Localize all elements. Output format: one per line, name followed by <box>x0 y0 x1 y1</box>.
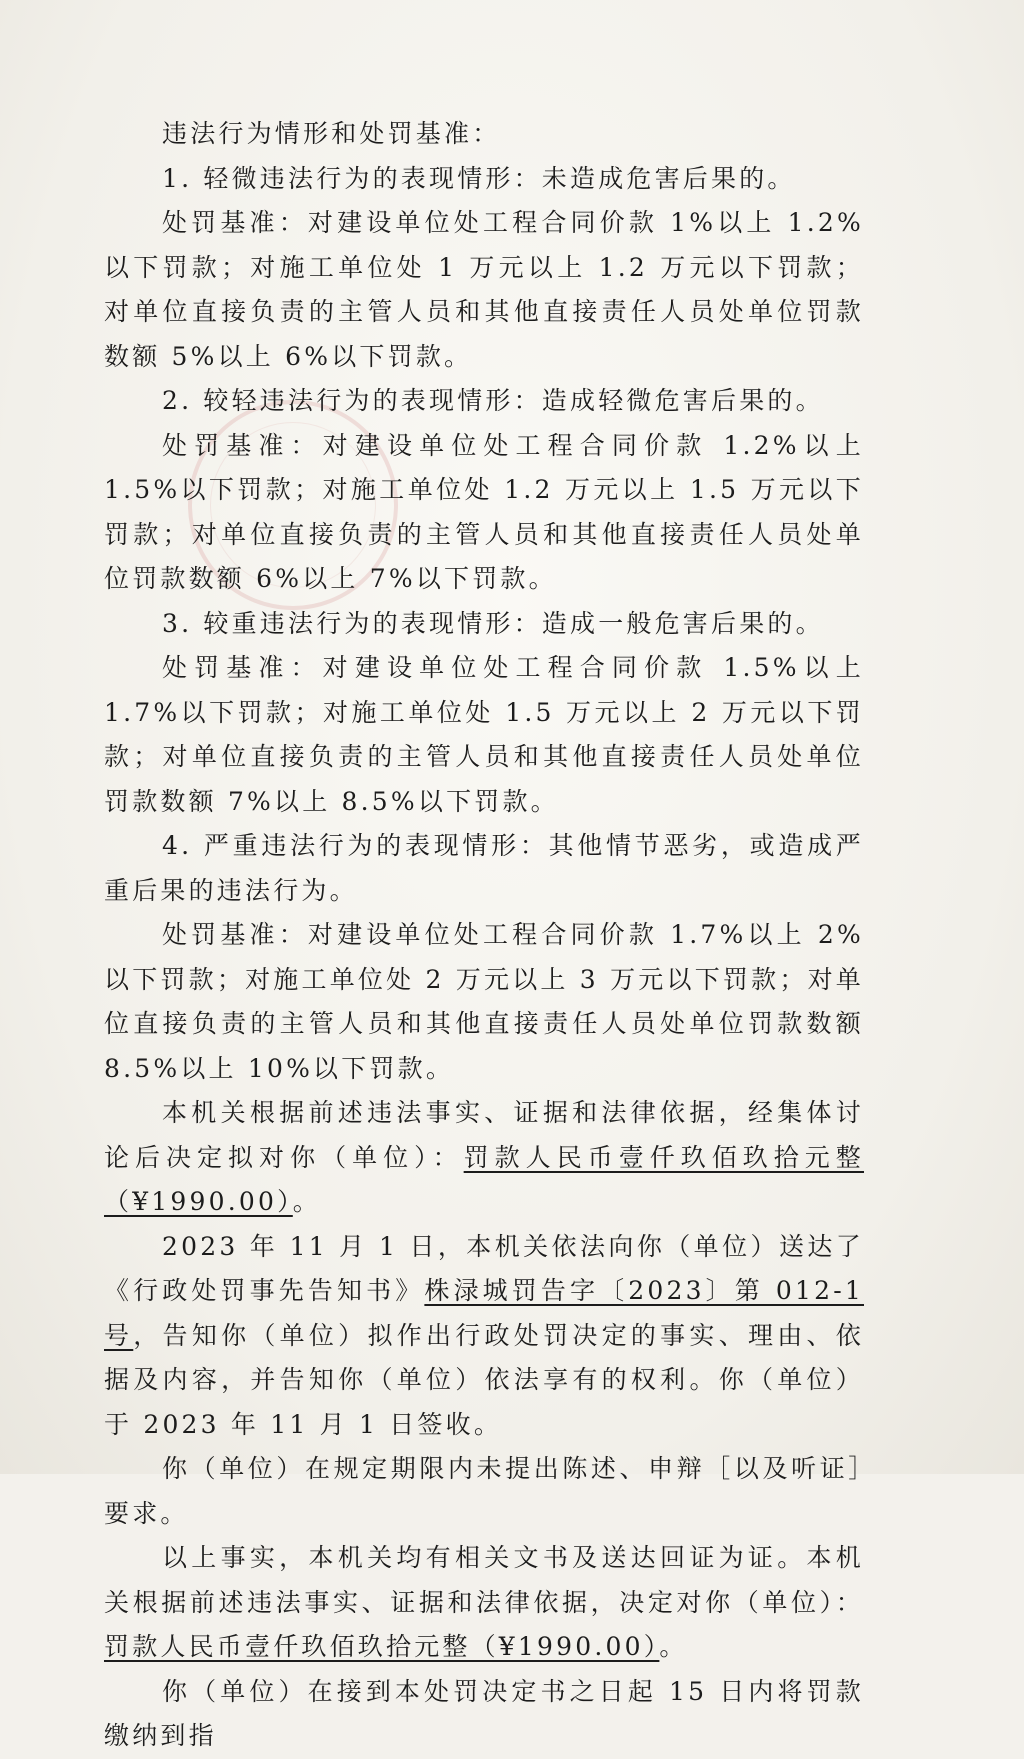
light-violation-case: 2. 较轻违法行为的表现情形：造成轻微危害后果的。 <box>162 386 824 415</box>
proposed-penalty-amount: 罚款人民币壹仟玖佰玖拾元整（¥1990.00） <box>104 1142 864 1216</box>
no-statement-paragraph: 你（单位）在规定期限内未提出陈述、申辩［以及听证］要求。 <box>104 1454 864 1528</box>
minor-violation-case: 1. 轻微违法行为的表现情形：未造成危害后果的。 <box>162 163 796 193</box>
final-decision-paragraph <box>104 1536 864 1670</box>
severe-violation-case: 4. 严重违法行为的表现情形：其他情节恶劣，或造成严重后果的违法行为。 <box>104 831 864 905</box>
prior-notice-rest: ，告知你（单位）拟作出行政处罚决定的事实、理由、依据及内容，并告知你（单位）依法享有的权利。你（单位）于 2023 年 11 月 1 日签收。 <box>104 1320 864 1439</box>
proposed-decision-text: 本机关根据前述违法事实、证据和法律依据，经集体讨论后决定拟对你（单位）： <box>104 1098 864 1172</box>
final-penalty-amount: 罚款人民币壹仟玖佰玖拾元整（¥1990.00） <box>104 1632 660 1661</box>
serious-violation-case: 3. 较重违法行为的表现情形：造成一般危害后果的。 <box>162 608 824 638</box>
payment-paragraph: 你（单位）在接到本处罚决定书之日起 15 日内将罚款缴纳到指 <box>104 1676 864 1750</box>
final-decision-text: 以上事实，本机关均有相关文书及送达回证为证。本机关根据前述违法事实、证据和法律依据，决定对你（单位）： <box>104 1543 864 1617</box>
minor-violation-penalty: 处罚基准：对建设单位处工程合同价款 1%以上 1.2%以下罚款；对施工单位处 1 万元以上 1.2 万元以下罚款；对单位直接负责的主管人员和其他直接责任人员处单位罚款数额 5%以上 6%以下罚款。 <box>104 208 864 371</box>
final-decision-end: 。 <box>659 1632 688 1661</box>
proposed-decision-end: 。 <box>292 1187 321 1216</box>
serious-violation-penalty: 处罚基准：对建设单位处工程合同价款 1.5%以上 1.7%以下罚款；对施工单位处 1.5 万元以上 2 万元以下罚款；对单位直接负责的主管人员和其他直接责任人员处单位罚款数额 7%以上 8.5%以下罚款。 <box>104 653 864 816</box>
light-violation-penalty: 处罚基准：对建设单位处工程合同价款 1.2%以上 1.5%以下罚款；对施工单位处 1.2 万元以上 1.5 万元以下罚款；对单位直接负责的主管人员和其他直接责任人员处单位罚款数额 6%以上 7%以下罚款。 <box>104 430 864 593</box>
proposed-decision-paragraph <box>104 1091 864 1225</box>
document-body <box>104 112 864 1759</box>
prior-notice-text: 2023 年 11 月 1 日，本机关依法向你（单位）送达了《行政处罚事先告知书》 <box>104 1231 864 1305</box>
prior-notice-paragraph <box>104 1225 864 1448</box>
section-heading: 违法行为情形和处罚基准： <box>162 119 501 148</box>
severe-violation-penalty: 处罚基准：对建设单位处工程合同价款 1.7%以上 2%以下罚款；对施工单位处 2 万元以上 3 万元以下罚款；对单位直接负责的主管人员和其他直接责任人员处单位罚款数额 8.5%以上 10%以下罚款。 <box>104 920 864 1083</box>
prior-notice-doc-number: 株渌城罚告字〔2023〕第 012-1 号 <box>104 1276 864 1350</box>
